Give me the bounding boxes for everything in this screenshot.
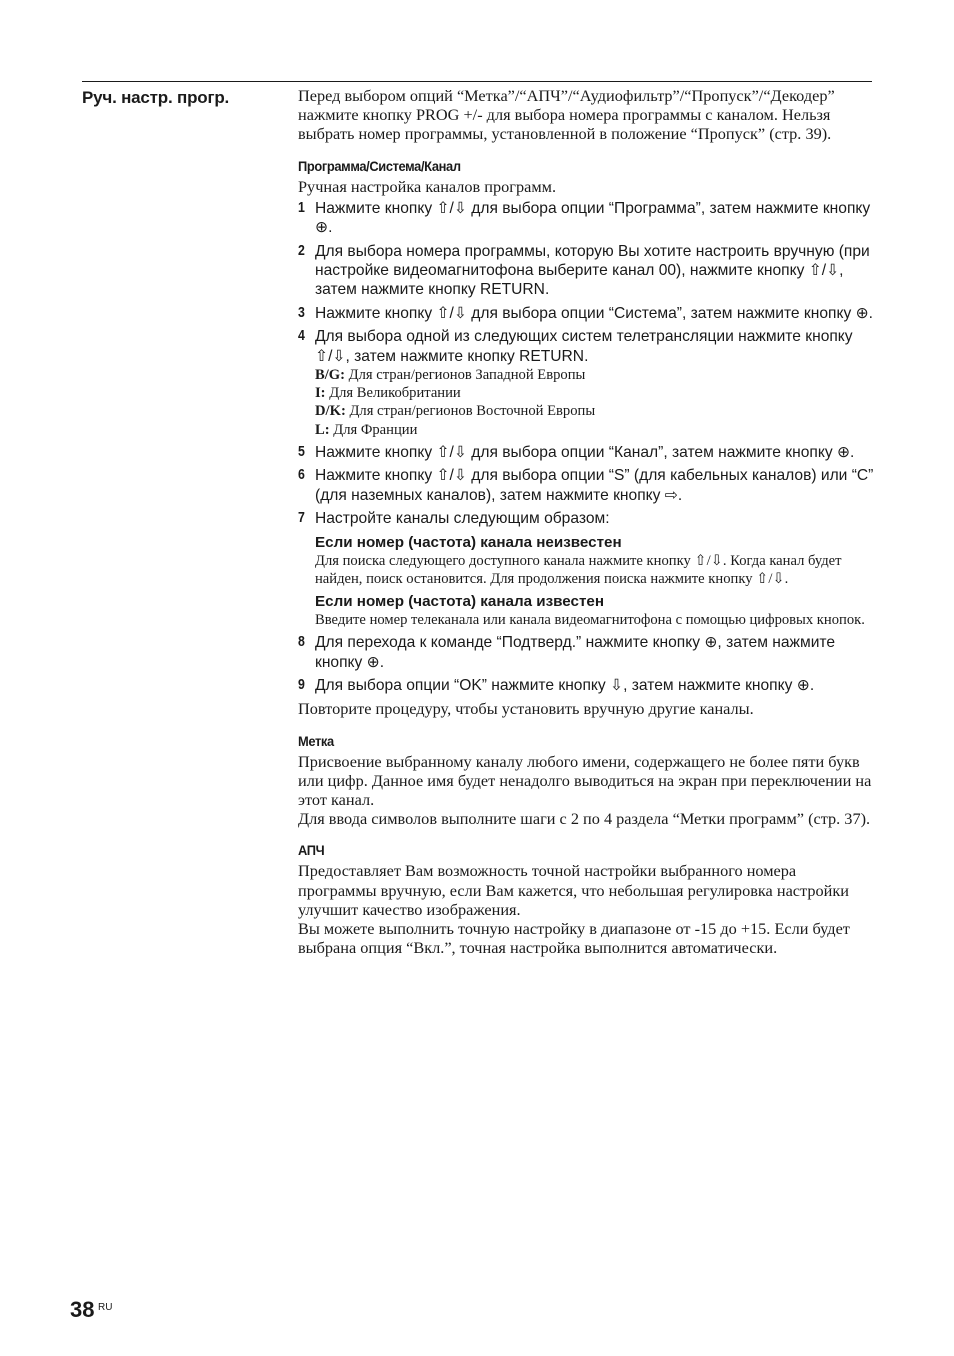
system-desc: Для Франции — [329, 421, 418, 438]
step-text: Для перехода к команде “Подтверд.” нажмите кнопку ⊕, затем нажмите кнопку ⊕. — [315, 634, 836, 671]
label-paragraph-1: Присвоение выбранному каналу любого имени, содержащего не более пяти букв или цифр. Данное имя будет ненадолго выводиться на экран при переключении на этот канал. — [298, 751, 872, 809]
step-text: Для выбора одной из следующих систем телетрансляции нажмите кнопку ⇧/⇩, затем нажмите кнопку RETURN. — [315, 328, 853, 365]
intro-paragraph: Перед выбором опций “Метка”/“АПЧ”/“Аудиофильтр”/“Пропуск”/“Декодер” нажмите кнопку PROG +/- для выбора номера программы с каналом. Нельзя выбрать номер программы, установленной в положение “Пропуск” (стр. 39). — [298, 86, 835, 144]
step-number: 6 — [298, 467, 305, 484]
step-text: Для выбора номера программы, которую Вы хотите настроить вручную (при настройке видеомагнитофона выберите канал 00), нажмите кнопку ⇧/⇩, затем нажмите кнопку RETURN. — [315, 242, 870, 299]
system-l — [315, 421, 874, 439]
step-number: 3 — [298, 304, 305, 321]
system-i — [315, 384, 874, 402]
system-desc: Для стран/регионов Восточной Европы — [345, 403, 596, 420]
step-text: Нажмите кнопку ⇧/⇩ для выбора опции “S” (для кабельных каналов) или “C” (для наземных каналов), затем нажмите кнопку ⇨. — [315, 467, 874, 504]
page-language: RU — [98, 1302, 113, 1313]
system-code: B/G: — [315, 367, 345, 384]
step-1 — [298, 199, 874, 238]
section-desc-program: Ручная настройка каналов программ. — [298, 176, 557, 196]
step-8 — [298, 633, 874, 672]
step-3 — [298, 304, 874, 323]
step-number: 1 — [298, 199, 305, 216]
system-code: I: — [315, 385, 326, 402]
step-number: 5 — [298, 443, 305, 460]
step-number: 8 — [298, 634, 305, 651]
section-heading-label: Метка — [298, 732, 334, 749]
system-bg — [315, 366, 874, 384]
unknown-channel-heading: Если номер (частота) канала неизвестен — [315, 533, 622, 551]
unknown-channel-text: Для поиска следующего доступного канала нажмите кнопку ⇧/⇩. Когда канал будет найден, поиск остановится. Для продолжения поиска нажмите кнопку ⇧/⇩. — [315, 552, 842, 587]
step-2 — [298, 242, 874, 300]
sidebar-title: Руч. настр. прогр. — [82, 88, 230, 107]
step-text: Нажмите кнопку ⇧/⇩ для выбора опции “Система”, затем нажмите кнопку ⊕. — [315, 304, 874, 322]
step-6 — [298, 466, 874, 505]
step-4 — [298, 327, 874, 439]
header-rule — [82, 81, 872, 82]
step-5 — [298, 443, 874, 462]
system-code: D/K: — [315, 403, 346, 420]
step-number: 7 — [298, 510, 305, 527]
system-dk — [315, 402, 874, 420]
section-heading-program: Программа/Система/Канал — [298, 157, 461, 174]
section-heading-afc: АПЧ — [298, 842, 325, 859]
system-desc: Для стран/регионов Западной Европы — [345, 367, 586, 384]
step-number: 9 — [298, 676, 305, 693]
main-content — [298, 86, 874, 957]
step-number: 4 — [298, 328, 305, 345]
system-desc: Для Великобритании — [325, 385, 461, 402]
step-9 — [298, 676, 874, 695]
system-code: L: — [315, 421, 330, 438]
steps-list — [298, 199, 874, 696]
label-paragraph-2: Для ввода символов выполните шаги с 2 по 4 раздела “Метки программ” (стр. 37). — [298, 809, 871, 829]
afc-paragraph-2: Вы можете выполнить точную настройку в диапазоне от -15 до +15. Если будет выбрана опция “Вкл.”, точная настройка выполнится автоматически. — [298, 918, 850, 958]
step-text: Нажмите кнопку ⇧/⇩ для выбора опции “Программа”, затем нажмите кнопку ⊕. — [315, 199, 871, 237]
step-text: Для выбора опции “OK” нажмите кнопку ⇩, затем нажмите кнопку ⊕. — [315, 676, 815, 694]
known-channel-text: Введите номер телеканала или канала видеомагнитофона с помощью цифровых кнопок. — [315, 611, 865, 628]
step-number: 2 — [298, 242, 305, 259]
section-outro-program: Повторите процедуру, чтобы установить вручную другие каналы. — [298, 699, 754, 719]
page-number: 38 — [70, 1297, 95, 1322]
step-text: Нажмите кнопку ⇧/⇩ для выбора опции “Канал”, затем нажмите кнопку ⊕. — [315, 443, 855, 461]
known-channel-heading: Если номер (частота) канала известен — [315, 592, 605, 610]
step-text: Настройте каналы следующим образом: — [315, 510, 610, 528]
step-7 — [298, 509, 874, 629]
afc-paragraph-1: Предоставляет Вам возможность точной настройки выбранного номера программы вручную, если Вам кажется, что небольшая регулировка настройки улучшит качество изображения. — [298, 861, 849, 919]
